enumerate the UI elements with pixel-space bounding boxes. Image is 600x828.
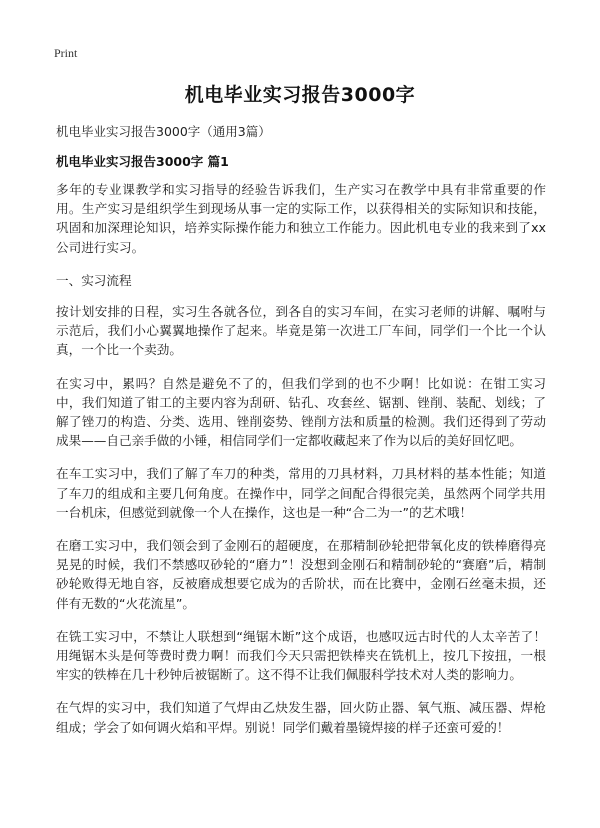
document-body	[56, 180, 546, 751]
print-label[interactable]: Print	[54, 46, 78, 60]
document-subtitle: 机电毕业实习报告3000字（通用3篇）	[56, 124, 271, 139]
paragraph-fitter: 在实习中，累吗？自然是避免不了的，但我们学到的也不少啊！比如说：在钳工实习中，我们知道了钳工的主要内容为刮研、钻孔、攻套丝、锯割、锉削、装配、划线；了解了锉刀的构造、分类、选用、锉削姿势、锉削方法和质量的检测。我们还得到了劳动成果——自己亲手做的小锤，相信同学们一定都收藏起来了作为以后的美好回忆吧。	[56, 375, 546, 449]
paragraph-turning: 在车工实习中，我们了解了车刀的种类，常用的刀具材料，刀具材料的基本性能；知道了车刀的组成和主要几何角度。在操作中，同学之间配合得很完美，虽然两个同学共用一台机床，但感觉到就像一个人在操作，这也是一种“合二为一”的艺术哦！	[56, 466, 546, 520]
paragraph-grinding: 在磨工实习中，我们领会到了金刚石的超硬度，在那精制砂轮把带氧化皮的铁棒磨得亮晃晃的时候，我们不禁感叹砂轮的“磨力”！没想到金刚石和精制砂轮的“赛磨”后，精制砂轮败得无地自容，反被磨成想要它成为的舌阶状，而在比赛中，金刚石丝毫未损，还伴有无数的“火花流星”。	[56, 538, 546, 611]
section-heading: 机电毕业实习报告3000字 篇1	[56, 154, 229, 169]
document-title: 机电毕业实习报告3000字	[184, 84, 416, 106]
paragraph-subheading-process: 一、实习流程	[56, 272, 132, 288]
paragraph-intro: 多年的专业课教学和实习指导的经验告诉我们，生产实习在教学中具有非常重要的作用。生产实习是组织学生到现场从事一定的实际工作，以获得相关的实际知识和技能，巩固和加深理论知识，培养实际操作能力和独立工作能力。因此机电专业的我来到了xx公司进行实习。	[56, 182, 546, 255]
paragraph-welding: 在气焊的实习中，我们知道了气焊由乙炔发生器，回火防止器、氧气瓶、减压器、焊枪组成；学会了如何调火焰和平焊。别说！同学们戴着墨镜焊接的样子还蛮可爱的！	[56, 700, 546, 735]
paragraph-schedule: 按计划安排的日程，实习生各就各位，到各自的实习车间，在实习老师的讲解、嘱咐与示范后，我们小心翼翼地操作了起来。毕竟是第一次进工厂车间，同学们一个比一个认真，一个比一个卖劲。	[56, 304, 546, 358]
paragraph-milling: 在铣工实习中，不禁让人联想到“绳锯木断”这个成语，也感叹远古时代的人太辛苦了！用绳锯木头是何等费时费力啊！而我们今天只需把铁棒夹在铣机上，按几下按扭，一根牢实的铁棒在几十秒钟后被锯断了。这不得不让我们佩服科学技术对人类的影响力。	[56, 628, 546, 683]
